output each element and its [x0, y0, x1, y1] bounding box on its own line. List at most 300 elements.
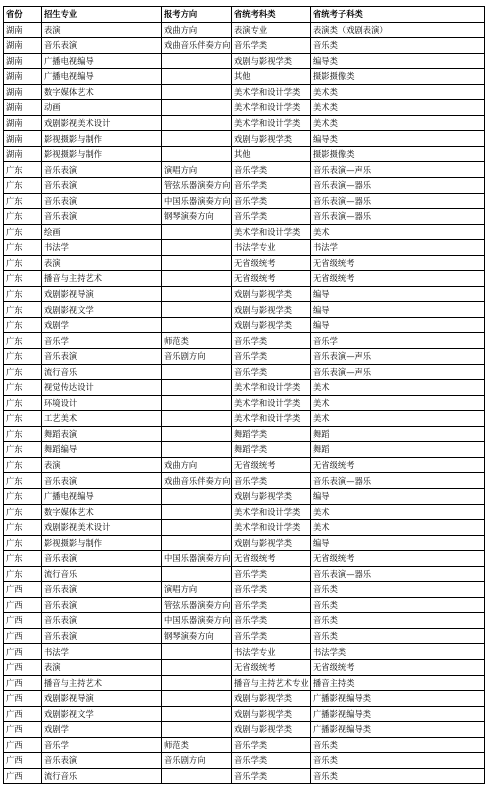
table-row — [4, 38, 485, 54]
cell-province: 广东 — [4, 566, 42, 582]
cell-major: 工艺美术 — [42, 411, 162, 427]
cell-exam-subcategory: 书法学类 — [311, 644, 485, 660]
cell-direction: 音乐剧方向 — [162, 753, 232, 769]
cell-exam-category: 音乐学类 — [232, 473, 311, 489]
cell-direction: 戏曲音乐伴奏方向 — [162, 38, 232, 54]
cell-exam-subcategory: 音乐表演—声乐 — [311, 349, 485, 365]
header-row — [4, 7, 485, 23]
cell-exam-subcategory: 编导 — [311, 302, 485, 318]
cell-exam-subcategory: 美术类 — [311, 115, 485, 131]
cell-major: 戏剧影视文学 — [42, 302, 162, 318]
cell-exam-category: 音乐学类 — [232, 737, 311, 753]
cell-province: 湖南 — [4, 38, 42, 54]
cell-major: 播音与主持艺术 — [42, 675, 162, 691]
cell-province: 广西 — [4, 722, 42, 738]
cell-province: 湖南 — [4, 146, 42, 162]
table-row — [4, 317, 485, 333]
table-row — [4, 659, 485, 675]
cell-major: 流行音乐 — [42, 566, 162, 582]
cell-exam-subcategory: 编导 — [311, 535, 485, 551]
cell-direction — [162, 53, 232, 69]
cell-province: 广东 — [4, 255, 42, 271]
cell-exam-category: 音乐学类 — [232, 597, 311, 613]
cell-exam-subcategory: 广播影视编导类 — [311, 722, 485, 738]
cell-major: 书法学 — [42, 644, 162, 660]
cell-province: 广西 — [4, 706, 42, 722]
cell-major: 音乐表演 — [42, 209, 162, 225]
table-row — [4, 364, 485, 380]
cell-exam-subcategory: 音乐类 — [311, 613, 485, 629]
cell-exam-subcategory: 无省级统考 — [311, 271, 485, 287]
cell-exam-subcategory: 音乐类 — [311, 38, 485, 54]
cell-direction: 演唱方向 — [162, 162, 232, 178]
cell-exam-subcategory: 编导类 — [311, 131, 485, 147]
cell-exam-category: 无省级统考 — [232, 271, 311, 287]
cell-exam-category: 书法学专业 — [232, 240, 311, 256]
cell-exam-subcategory: 音乐表演—声乐 — [311, 162, 485, 178]
cell-exam-category: 其他 — [232, 146, 311, 162]
cell-direction: 中国乐器演奏方向 — [162, 613, 232, 629]
cell-major: 戏剧影视美术设计 — [42, 520, 162, 536]
header-major: 招生专业 — [42, 7, 162, 23]
cell-exam-subcategory: 编导类 — [311, 53, 485, 69]
cell-direction — [162, 240, 232, 256]
cell-province: 湖南 — [4, 84, 42, 100]
cell-major: 播音与主持艺术 — [42, 271, 162, 287]
cell-major: 戏剧学 — [42, 317, 162, 333]
cell-major: 影视摄影与制作 — [42, 131, 162, 147]
table-row — [4, 722, 485, 738]
cell-direction — [162, 706, 232, 722]
cell-major: 音乐表演 — [42, 582, 162, 598]
cell-province: 广东 — [4, 193, 42, 209]
cell-exam-category: 舞蹈学类 — [232, 442, 311, 458]
cell-exam-category: 美术学和设计学类 — [232, 84, 311, 100]
cell-exam-category: 无省级统考 — [232, 551, 311, 567]
cell-major: 音乐表演 — [42, 597, 162, 613]
table-row — [4, 706, 485, 722]
table-row — [4, 644, 485, 660]
cell-exam-category: 音乐学类 — [232, 178, 311, 194]
cell-exam-category: 无省级统考 — [232, 255, 311, 271]
cell-exam-category: 音乐学类 — [232, 364, 311, 380]
cell-major: 影视摄影与制作 — [42, 146, 162, 162]
cell-exam-subcategory: 音乐类 — [311, 768, 485, 784]
cell-exam-subcategory: 音乐表演—器乐 — [311, 566, 485, 582]
cell-major: 舞蹈表演 — [42, 426, 162, 442]
table-row — [4, 100, 485, 116]
cell-province: 广东 — [4, 317, 42, 333]
table-row — [4, 457, 485, 473]
cell-direction — [162, 504, 232, 520]
cell-direction — [162, 224, 232, 240]
cell-direction — [162, 659, 232, 675]
cell-exam-subcategory: 美术 — [311, 520, 485, 536]
cell-province: 广西 — [4, 582, 42, 598]
cell-direction: 师范类 — [162, 737, 232, 753]
cell-exam-subcategory: 无省级统考 — [311, 457, 485, 473]
cell-province: 广东 — [4, 488, 42, 504]
admission-table — [3, 6, 485, 784]
cell-major: 音乐表演 — [42, 628, 162, 644]
table-row — [4, 255, 485, 271]
cell-exam-category: 舞蹈学类 — [232, 426, 311, 442]
cell-province: 广东 — [4, 240, 42, 256]
cell-direction: 钢琴演奏方向 — [162, 209, 232, 225]
cell-major: 环境设计 — [42, 395, 162, 411]
cell-direction — [162, 69, 232, 85]
cell-exam-category: 戏剧与影视学类 — [232, 691, 311, 707]
cell-province: 广东 — [4, 504, 42, 520]
cell-province: 广东 — [4, 535, 42, 551]
cell-exam-category: 美术学和设计学类 — [232, 411, 311, 427]
cell-exam-category: 音乐学类 — [232, 628, 311, 644]
cell-province: 广西 — [4, 691, 42, 707]
table-row — [4, 302, 485, 318]
cell-major: 音乐表演 — [42, 753, 162, 769]
header-exam-category: 省统考科类 — [232, 7, 311, 23]
table-row — [4, 69, 485, 85]
cell-direction — [162, 768, 232, 784]
cell-direction — [162, 426, 232, 442]
table-row — [4, 566, 485, 582]
table-row — [4, 473, 485, 489]
table-row — [4, 209, 485, 225]
cell-province: 广东 — [4, 457, 42, 473]
cell-province: 广西 — [4, 659, 42, 675]
cell-exam-subcategory: 音乐表演—声乐 — [311, 364, 485, 380]
cell-exam-category: 音乐学类 — [232, 613, 311, 629]
cell-exam-category: 戏剧与影视学类 — [232, 131, 311, 147]
cell-province: 广东 — [4, 380, 42, 396]
cell-major: 戏剧影视美术设计 — [42, 115, 162, 131]
cell-major: 广播电视编导 — [42, 53, 162, 69]
cell-direction: 戏曲音乐伴奏方向 — [162, 473, 232, 489]
table-body — [4, 22, 485, 784]
cell-major: 音乐表演 — [42, 162, 162, 178]
table-row — [4, 488, 485, 504]
cell-direction — [162, 442, 232, 458]
cell-province: 广西 — [4, 753, 42, 769]
cell-exam-subcategory: 美术 — [311, 395, 485, 411]
cell-exam-subcategory: 音乐类 — [311, 737, 485, 753]
cell-direction — [162, 255, 232, 271]
cell-direction — [162, 380, 232, 396]
table-row — [4, 597, 485, 613]
cell-direction: 管弦乐器演奏方向 — [162, 597, 232, 613]
table-row — [4, 613, 485, 629]
cell-direction — [162, 395, 232, 411]
cell-province: 湖南 — [4, 53, 42, 69]
cell-exam-subcategory: 舞蹈 — [311, 442, 485, 458]
header-exam-subcategory: 省统考子科类 — [311, 7, 485, 23]
cell-major: 广播电视编导 — [42, 69, 162, 85]
cell-major: 音乐表演 — [42, 349, 162, 365]
table-row — [4, 426, 485, 442]
cell-exam-category: 表演专业 — [232, 22, 311, 38]
table-row — [4, 395, 485, 411]
cell-province: 湖南 — [4, 100, 42, 116]
cell-province: 广西 — [4, 675, 42, 691]
cell-exam-category: 美术学和设计学类 — [232, 395, 311, 411]
cell-exam-subcategory: 书法学 — [311, 240, 485, 256]
table-row — [4, 675, 485, 691]
header-direction: 报考方向 — [162, 7, 232, 23]
table-row — [4, 22, 485, 38]
cell-exam-category: 音乐学类 — [232, 333, 311, 349]
cell-direction — [162, 364, 232, 380]
header-province: 省份 — [4, 7, 42, 23]
cell-direction — [162, 84, 232, 100]
table-row — [4, 286, 485, 302]
cell-exam-category: 播音与主持艺术专业 — [232, 675, 311, 691]
cell-exam-category: 无省级统考 — [232, 659, 311, 675]
cell-exam-subcategory: 音乐类 — [311, 628, 485, 644]
cell-direction — [162, 115, 232, 131]
cell-major: 舞蹈编导 — [42, 442, 162, 458]
cell-province: 湖南 — [4, 131, 42, 147]
cell-exam-subcategory: 美术类 — [311, 84, 485, 100]
cell-exam-subcategory: 美术 — [311, 504, 485, 520]
table-row — [4, 193, 485, 209]
cell-exam-category: 音乐学类 — [232, 349, 311, 365]
cell-exam-category: 音乐学类 — [232, 193, 311, 209]
cell-province: 广东 — [4, 426, 42, 442]
table-row — [4, 442, 485, 458]
cell-major: 流行音乐 — [42, 364, 162, 380]
cell-direction: 戏曲方向 — [162, 457, 232, 473]
cell-province: 广东 — [4, 286, 42, 302]
cell-exam-category: 美术学和设计学类 — [232, 100, 311, 116]
cell-direction — [162, 411, 232, 427]
cell-major: 戏剧影视导演 — [42, 691, 162, 707]
cell-direction — [162, 644, 232, 660]
cell-major: 表演 — [42, 659, 162, 675]
cell-province: 广西 — [4, 628, 42, 644]
cell-major: 书法学 — [42, 240, 162, 256]
table-row — [4, 535, 485, 551]
cell-exam-category: 美术学和设计学类 — [232, 504, 311, 520]
cell-major: 戏剧影视文学 — [42, 706, 162, 722]
cell-exam-subcategory: 舞蹈 — [311, 426, 485, 442]
cell-exam-category: 戏剧与影视学类 — [232, 535, 311, 551]
table-row — [4, 53, 485, 69]
cell-direction: 管弦乐器演奏方向 — [162, 178, 232, 194]
cell-exam-category: 音乐学类 — [232, 162, 311, 178]
cell-direction: 音乐剧方向 — [162, 349, 232, 365]
cell-major: 绘画 — [42, 224, 162, 240]
cell-direction: 师范类 — [162, 333, 232, 349]
cell-exam-category: 美术学和设计学类 — [232, 224, 311, 240]
cell-province: 广东 — [4, 473, 42, 489]
cell-province: 广东 — [4, 442, 42, 458]
cell-exam-subcategory: 编导 — [311, 317, 485, 333]
cell-exam-category: 美术学和设计学类 — [232, 380, 311, 396]
cell-province: 广东 — [4, 302, 42, 318]
cell-province: 广西 — [4, 613, 42, 629]
cell-major: 音乐表演 — [42, 38, 162, 54]
cell-exam-category: 戏剧与影视学类 — [232, 488, 311, 504]
cell-major: 音乐表演 — [42, 193, 162, 209]
table-row — [4, 162, 485, 178]
table-row — [4, 628, 485, 644]
cell-direction — [162, 566, 232, 582]
cell-direction: 戏曲方向 — [162, 22, 232, 38]
table-row — [4, 349, 485, 365]
cell-province: 广东 — [4, 224, 42, 240]
cell-exam-subcategory: 音乐类 — [311, 753, 485, 769]
cell-exam-category: 戏剧与影视学类 — [232, 53, 311, 69]
cell-direction — [162, 100, 232, 116]
table-row — [4, 551, 485, 567]
table-row — [4, 178, 485, 194]
cell-major: 数字媒体艺术 — [42, 504, 162, 520]
cell-exam-category: 音乐学类 — [232, 38, 311, 54]
cell-province: 广东 — [4, 178, 42, 194]
cell-major: 表演 — [42, 22, 162, 38]
cell-exam-subcategory: 美术 — [311, 224, 485, 240]
cell-province: 广西 — [4, 597, 42, 613]
cell-province: 广东 — [4, 520, 42, 536]
cell-direction: 演唱方向 — [162, 582, 232, 598]
cell-major: 视觉传达设计 — [42, 380, 162, 396]
cell-major: 音乐表演 — [42, 178, 162, 194]
cell-exam-category: 无省级统考 — [232, 457, 311, 473]
cell-exam-subcategory: 表演类（戏剧表演） — [311, 22, 485, 38]
cell-exam-category: 美术学和设计学类 — [232, 520, 311, 536]
table-row — [4, 224, 485, 240]
cell-direction — [162, 317, 232, 333]
cell-exam-category: 音乐学类 — [232, 768, 311, 784]
cell-province: 湖南 — [4, 115, 42, 131]
cell-exam-category: 戏剧与影视学类 — [232, 722, 311, 738]
cell-exam-category: 音乐学类 — [232, 582, 311, 598]
cell-exam-subcategory: 音乐表演—器乐 — [311, 209, 485, 225]
cell-province: 广东 — [4, 411, 42, 427]
table-row — [4, 131, 485, 147]
cell-exam-subcategory: 摄影摄像类 — [311, 146, 485, 162]
cell-exam-subcategory: 无省级统考 — [311, 255, 485, 271]
cell-province: 广东 — [4, 364, 42, 380]
cell-direction — [162, 286, 232, 302]
cell-major: 表演 — [42, 457, 162, 473]
table-row — [4, 737, 485, 753]
cell-exam-subcategory: 美术 — [311, 411, 485, 427]
table-row — [4, 240, 485, 256]
cell-direction — [162, 146, 232, 162]
cell-major: 影视摄影与制作 — [42, 535, 162, 551]
cell-exam-category: 戏剧与影视学类 — [232, 706, 311, 722]
cell-exam-subcategory: 广播影视编导类 — [311, 706, 485, 722]
cell-province: 广东 — [4, 162, 42, 178]
cell-major: 动画 — [42, 100, 162, 116]
table-row — [4, 582, 485, 598]
cell-exam-subcategory: 广播影视编导类 — [311, 691, 485, 707]
table-row — [4, 691, 485, 707]
cell-major: 数字媒体艺术 — [42, 84, 162, 100]
table-row — [4, 146, 485, 162]
cell-direction — [162, 722, 232, 738]
cell-province: 广西 — [4, 768, 42, 784]
cell-exam-subcategory: 无省级统考 — [311, 551, 485, 567]
table-row — [4, 504, 485, 520]
cell-exam-subcategory: 编导 — [311, 286, 485, 302]
cell-exam-category: 音乐学类 — [232, 753, 311, 769]
cell-major: 戏剧影视导演 — [42, 286, 162, 302]
cell-direction: 中国乐器演奏方向 — [162, 193, 232, 209]
cell-exam-category: 戏剧与影视学类 — [232, 286, 311, 302]
cell-province: 广东 — [4, 333, 42, 349]
cell-exam-subcategory: 音乐表演—器乐 — [311, 193, 485, 209]
table-row — [4, 753, 485, 769]
cell-province: 湖南 — [4, 22, 42, 38]
cell-direction — [162, 488, 232, 504]
cell-exam-category: 书法学专业 — [232, 644, 311, 660]
cell-major: 流行音乐 — [42, 768, 162, 784]
cell-exam-subcategory: 音乐学 — [311, 333, 485, 349]
cell-exam-category: 戏剧与影视学类 — [232, 302, 311, 318]
table-row — [4, 115, 485, 131]
cell-exam-subcategory: 编导 — [311, 488, 485, 504]
cell-exam-subcategory: 美术 — [311, 380, 485, 396]
cell-direction — [162, 131, 232, 147]
cell-direction — [162, 535, 232, 551]
cell-exam-category: 美术学和设计学类 — [232, 115, 311, 131]
cell-direction — [162, 691, 232, 707]
cell-major: 音乐表演 — [42, 551, 162, 567]
cell-exam-subcategory: 音乐表演—器乐 — [311, 178, 485, 194]
cell-major: 音乐学 — [42, 333, 162, 349]
cell-major: 戏剧学 — [42, 722, 162, 738]
cell-exam-subcategory: 音乐类 — [311, 597, 485, 613]
cell-exam-subcategory: 音乐类 — [311, 582, 485, 598]
cell-province: 广东 — [4, 395, 42, 411]
cell-province: 广东 — [4, 551, 42, 567]
cell-direction: 中国乐器演奏方向 — [162, 551, 232, 567]
cell-major: 音乐表演 — [42, 613, 162, 629]
cell-major: 表演 — [42, 255, 162, 271]
cell-direction — [162, 271, 232, 287]
cell-exam-category: 音乐学类 — [232, 209, 311, 225]
table-row — [4, 768, 485, 784]
cell-province: 广东 — [4, 209, 42, 225]
table-row — [4, 411, 485, 427]
cell-province: 广西 — [4, 737, 42, 753]
cell-province: 湖南 — [4, 69, 42, 85]
cell-direction — [162, 675, 232, 691]
cell-province: 广东 — [4, 349, 42, 365]
cell-exam-subcategory: 美术类 — [311, 100, 485, 116]
table-row — [4, 520, 485, 536]
cell-exam-category: 其他 — [232, 69, 311, 85]
cell-major: 音乐学 — [42, 737, 162, 753]
cell-exam-subcategory: 音乐表演—器乐 — [311, 473, 485, 489]
cell-direction — [162, 520, 232, 536]
cell-province: 广东 — [4, 271, 42, 287]
cell-major: 广播电视编导 — [42, 488, 162, 504]
table-row — [4, 84, 485, 100]
cell-exam-subcategory: 播音主持类 — [311, 675, 485, 691]
table-row — [4, 333, 485, 349]
cell-province: 广西 — [4, 644, 42, 660]
table-row — [4, 271, 485, 287]
cell-exam-category: 戏剧与影视学类 — [232, 317, 311, 333]
cell-exam-subcategory: 摄影摄像类 — [311, 69, 485, 85]
cell-exam-subcategory: 无省级统考 — [311, 659, 485, 675]
cell-exam-category: 音乐学类 — [232, 566, 311, 582]
admission-table-container — [3, 6, 484, 784]
cell-major: 音乐表演 — [42, 473, 162, 489]
